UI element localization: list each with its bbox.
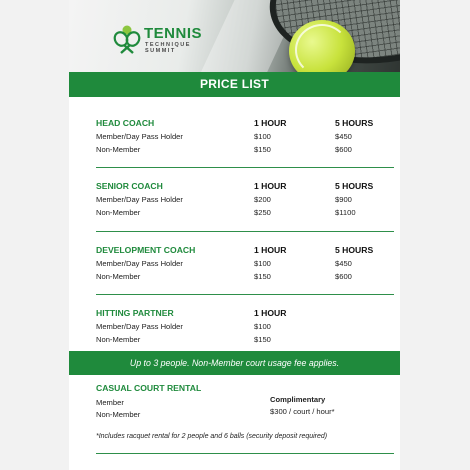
price-list-title: PRICE LIST [69, 72, 400, 97]
price-value: $100 [254, 322, 271, 331]
price-value: $450 [335, 132, 352, 141]
section-divider [96, 453, 394, 454]
column-1-hour: 1 HOUR [254, 181, 287, 191]
column-1-hour: 1 HOUR [254, 118, 287, 128]
section-title: HEAD COACH [96, 118, 155, 128]
price-value: $200 [254, 195, 271, 204]
section-title: SENIOR COACH [96, 181, 163, 191]
note-banner: Up to 3 people. Non-Member court usage fee applies. [69, 351, 400, 375]
price-value: $250 [254, 208, 271, 217]
logo [113, 24, 213, 58]
row-label: Non-Member [96, 272, 141, 281]
logo-title: TENNIS [144, 25, 203, 42]
header-banner [69, 0, 400, 72]
row-label: Non-Member [96, 335, 141, 344]
logo-line-1: TECHNIQUE [145, 42, 191, 48]
row-label: Member/Day Pass Holder [96, 132, 183, 141]
column-1-hour: 1 HOUR [254, 308, 287, 318]
price-value: $900 [335, 195, 352, 204]
price-value: $100 [254, 132, 271, 141]
logo-subtitle [145, 42, 191, 54]
section-title: HITTING PARTNER [96, 308, 174, 318]
price-value: $300 / court / hour* [270, 407, 335, 416]
row-label: Non-Member [96, 410, 141, 419]
logo-line-2: SUMMIT [145, 48, 176, 54]
price-value: $600 [335, 145, 352, 154]
price-value: $150 [254, 272, 271, 281]
section-divider [96, 294, 394, 295]
price-value: $100 [254, 259, 271, 268]
price-value: Complimentary [270, 395, 326, 404]
row-label: Non-Member [96, 208, 141, 217]
row-label: Member/Day Pass Holder [96, 195, 183, 204]
column-5-hours: 5 HOURS [335, 181, 374, 191]
row-label: Member [96, 398, 124, 407]
crossed-rackets-icon [113, 24, 141, 54]
section-divider [96, 167, 394, 168]
price-value: $450 [335, 259, 352, 268]
footnote: *Includes racquet rental for 2 people and 6 balls (security deposit required) [96, 433, 328, 440]
price-value: $150 [254, 335, 271, 344]
price-value: $600 [335, 272, 352, 281]
column-5-hours: 5 HOURS [335, 245, 374, 255]
row-label: Member/Day Pass Holder [96, 259, 183, 268]
section-title: CASUAL COURT RENTAL [96, 383, 202, 393]
price-list-card [69, 0, 400, 470]
price-value: $1100 [335, 208, 356, 217]
section-divider [96, 231, 394, 232]
column-1-hour: 1 HOUR [254, 245, 287, 255]
row-label: Member/Day Pass Holder [96, 322, 183, 331]
price-value: $150 [254, 145, 271, 154]
row-label: Non-Member [96, 145, 141, 154]
column-5-hours: 5 HOURS [335, 118, 374, 128]
section-title: DEVELOPMENT COACH [96, 245, 196, 255]
